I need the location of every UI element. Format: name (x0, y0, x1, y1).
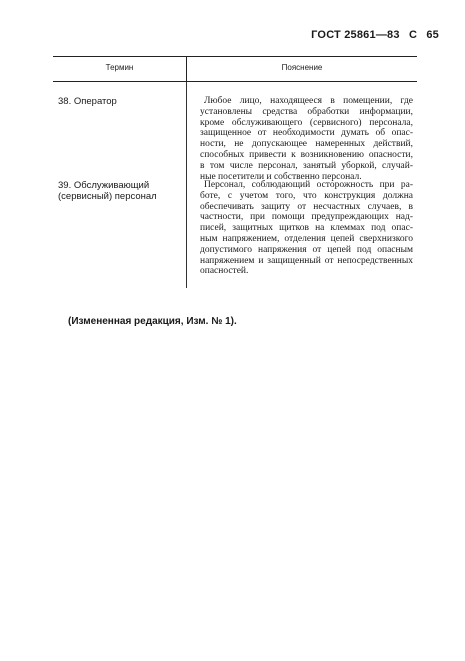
column-header-explanation: Пояснение (281, 63, 323, 72)
explanation-line: в том числе персонал, занятый уборкой, случай- (200, 160, 413, 171)
standard-designation: ГОСТ 25861—83 (311, 29, 400, 41)
explanation-line: частности, при помощи предупреждающих над- (200, 212, 413, 223)
explanation-line: ные посетители и собственно персонал. (200, 171, 362, 182)
explanation-service-personnel (200, 180, 413, 277)
explanation-line: способных привести к возникновению опасности, (200, 149, 413, 160)
explanation-line: опасностей. (200, 266, 249, 277)
section-letter: С (408, 29, 418, 41)
page-header (311, 29, 439, 41)
explanation-line: боте, с учетом того, что конструкция должна (200, 190, 413, 201)
explanation-line: допустимого напряжения от цепей под опасным (200, 244, 413, 255)
explanation-operator (200, 96, 413, 182)
amendment-note: (Измененная редакция, Изм. № 1). (68, 316, 237, 327)
explanation-line: обеспечивать защиту от несчастных случаев, в (200, 201, 413, 212)
page-number: 65 (426, 29, 439, 41)
explanation-line: ности, не допускающее намеренных действий, (200, 139, 413, 150)
table-header (53, 56, 417, 82)
explanation-line: Персонал, соблюдающий осторожность при ра- (204, 180, 413, 190)
explanation-line: ным напряжением, отделения цепей сверхнизкого (200, 233, 413, 244)
explanation-line: напряжением и защищенный от непосредственных (200, 255, 413, 266)
term-service-personnel: 39. Обслуживающий (сервисный) персонал (58, 180, 157, 202)
explanation-line: кроме обслуживающего (сервисного) персонала, (200, 117, 413, 128)
explanation-line: установлены средства обработки информации, (200, 106, 413, 117)
term-operator: 38. Оператор (58, 96, 117, 107)
column-divider (186, 82, 187, 288)
explanation-line: писей, защитных щитков на клеммах под опас- (200, 223, 413, 234)
explanation-line: Любое лицо, находящееся в помещении, где (204, 96, 413, 106)
explanation-line: защищенное от необходимости думать об опас- (200, 128, 413, 139)
column-header-term: Термин (105, 63, 134, 72)
